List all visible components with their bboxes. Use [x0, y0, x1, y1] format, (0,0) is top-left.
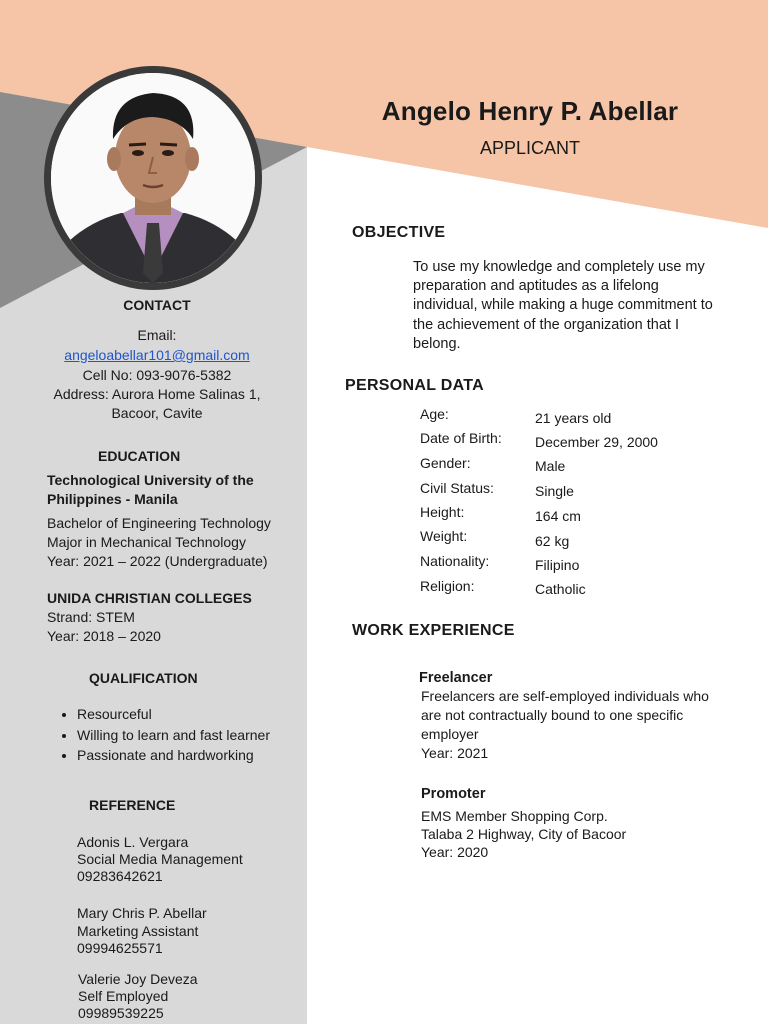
objective-line: preparation and aptitudes as a lifelong: [413, 278, 659, 295]
pd-label-weight: Weight:: [420, 528, 468, 544]
education-strand: Strand: STEM: [47, 609, 135, 625]
contact-address-line2: Bacoor, Cavite: [111, 405, 203, 421]
pd-label-height: Height:: [420, 504, 465, 520]
job2-year: Year: 2020: [421, 844, 489, 860]
pd-value-gender: Male: [535, 458, 566, 474]
reference-name: Valerie Joy Deveza: [78, 971, 198, 987]
pd-label-nationality: Nationality:: [420, 553, 490, 569]
pd-value-age: 21 years old: [535, 410, 612, 426]
objective-heading: OBJECTIVE: [352, 224, 446, 241]
work-experience-heading: WORK EXPERIENCE: [352, 622, 515, 639]
education-degree-line1: Bachelor of Engineering Technology: [47, 515, 271, 531]
objective-line: belong.: [413, 335, 461, 352]
pd-value-dob: December 29, 2000: [535, 434, 658, 450]
applicant-name: Angelo Henry P. Abellar: [381, 96, 679, 126]
reference-phone: 09283642621: [77, 868, 163, 884]
qualification-item: • Resourceful: [77, 704, 298, 725]
contact-email-label: Email:: [137, 327, 177, 343]
job1-description-line1: Freelancers are self-employed individuals who: [421, 688, 709, 704]
personal-data-heading: PERSONAL DATA: [345, 377, 485, 394]
pd-value-weight: 62 kg: [535, 533, 570, 549]
reference-name: Adonis L. Vergara: [77, 834, 189, 850]
pd-value-height: 164 cm: [535, 508, 581, 524]
job1-description-line2: are not contractually bound to one specific: [421, 707, 684, 723]
job2-company: EMS Member Shopping Corp.: [421, 808, 608, 824]
education-heading: EDUCATION: [98, 448, 181, 464]
job2-address: Talaba 2 Highway, City of Bacoor: [421, 826, 627, 842]
pd-value-nationality: Filipino: [535, 557, 580, 573]
reference-entry: [77, 905, 207, 958]
education-strand-year: Year: 2018 – 2020: [47, 628, 161, 644]
objective-text: [413, 258, 753, 354]
qualification-item: • Passionate and hardworking: [77, 745, 298, 766]
pd-label-gender: Gender:: [420, 455, 471, 471]
applicant-title: APPLICANT: [479, 138, 581, 158]
job1-title: Freelancer: [419, 670, 493, 686]
job2-title: Promoter: [421, 786, 486, 802]
pd-label-dob: Date of Birth:: [420, 430, 502, 446]
reference-heading: REFERENCE: [89, 797, 176, 813]
contact-cell: Cell No: 093-9076-5382: [82, 367, 232, 383]
pd-label-age: Age:: [420, 406, 449, 422]
reference-phone: 09989539225: [78, 1005, 164, 1021]
pd-label-civil-status: Civil Status:: [420, 480, 494, 496]
contact-heading: CONTACT: [123, 297, 191, 313]
education-school1-line1: Technological University of the: [47, 472, 254, 488]
contact-address-line1: Address: Aurora Home Salinas 1,: [53, 386, 261, 402]
objective-line: the achievement of the organization that I: [413, 316, 680, 333]
education-school2: UNIDA CHRISTIAN COLLEGES: [47, 590, 252, 606]
contact-email-link[interactable]: angeloabellar101@gmail.com: [64, 347, 250, 363]
reference-role: Self Employed: [78, 988, 169, 1004]
objective-line: To use my knowledge and completely use my: [413, 259, 705, 275]
qualification-heading: QUALIFICATION: [89, 670, 198, 686]
objective-line: individual, while making a huge commitment to: [413, 297, 713, 314]
education-degree-year: Year: 2021 – 2022 (Undergraduate): [47, 553, 268, 569]
reference-phone: 09994625571: [77, 940, 163, 956]
education-school1-line2: Philippines - Manila: [47, 491, 178, 507]
profile-photo-frame: [44, 66, 262, 290]
pd-value-civil-status: Single: [535, 483, 574, 499]
job1-description-line3: employer: [421, 726, 479, 742]
pd-label-religion: Religion:: [420, 578, 475, 594]
reference-role: Social Media Management: [77, 851, 243, 867]
qualification-item: • Willing to learn and fast learner: [77, 725, 298, 746]
pd-value-religion: Catholic: [535, 581, 586, 597]
qualification-list: [48, 704, 298, 766]
profile-photo: [51, 73, 255, 283]
education-degree-line2: Major in Mechanical Technology: [47, 534, 246, 550]
job1-year: Year: 2021: [421, 745, 489, 761]
reference-role: Marketing Assistant: [77, 922, 199, 939]
reference-entry: [77, 834, 243, 885]
reference-name: Mary Chris P. Abellar: [77, 905, 207, 921]
reference-entry: [78, 971, 198, 1022]
